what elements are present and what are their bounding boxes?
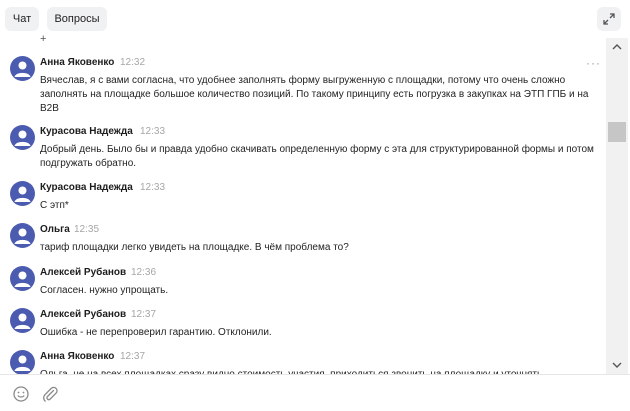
message-text: Согласен. нужно упрощать. [40,285,169,296]
scroll-up-button[interactable] [606,38,628,56]
user-avatar-icon [10,308,35,333]
avatar [10,266,35,291]
avatar [10,181,35,206]
user-avatar-icon [10,125,35,150]
attach-button[interactable] [41,385,59,403]
message-author: Ольга [40,224,70,235]
message-author: Курасова Надежда [40,126,133,137]
avatar [10,308,35,333]
message-time: 12:33 [140,126,166,137]
expand-button[interactable] [597,7,621,31]
message-time: 12:36 [131,267,157,278]
message-text: Ошибка - не перепроверил гарантию. Отклонили. [40,327,272,338]
user-avatar-icon [10,181,35,206]
avatar [10,125,35,150]
avatar [10,350,35,375]
paperclip-icon [41,385,59,403]
more-dots-icon[interactable]: ··· [586,56,601,70]
message-author: Анна Яковенко [40,351,115,362]
chevron-down-icon [606,356,628,374]
message-feed [0,33,606,374]
user-avatar-icon [10,223,35,248]
expand-icon [602,12,616,26]
message-time: 12:33 [140,182,166,193]
tab-questions[interactable]: Вопросы [47,7,107,31]
message-author: Анна Яковенко [40,57,115,68]
message-author: Курасова Надежда [40,182,133,193]
chat-header [0,0,630,38]
tab-chat[interactable]: Чат [5,7,39,31]
emoji-button[interactable] [12,385,30,403]
message-text: Вячеслав, я с вами согласна, что удобнее заполнять форму выгруженную с площадки, потому что очень сложно заполнять на площадке большое количество позиций. По такому принципу есть погрузка в закупках на ЭТП ГПБ и на B2B [40,75,589,114]
chevron-up-icon [606,38,628,56]
composer-bar [0,374,630,411]
message-text: Добрый день. Было бы и правда удобно скачивать определенную форму с эта для структурированной формы и потом подгружать обратно. [40,144,594,169]
message-text: тариф площадки легко увидеть на площадке. В чём проблема то? [40,242,349,253]
scroll-down-button[interactable] [606,356,628,374]
message-time: 12:37 [120,351,146,362]
user-avatar-icon [10,266,35,291]
message-author: Алексей Рубанов [40,267,127,278]
previous-message-fragment: + [40,33,47,45]
message-author: Алексей Рубанов [40,309,127,320]
user-avatar-icon [10,56,35,81]
scroll-thumb[interactable] [608,122,626,142]
feed-scrollbar[interactable] [606,38,628,374]
avatar [10,223,35,248]
avatar [10,56,35,81]
user-avatar-icon [10,350,35,375]
message-time: 12:37 [131,309,157,320]
message-time: 12:35 [74,224,100,235]
message-time: 12:32 [120,57,146,68]
message-text: С этп* [40,200,69,211]
emoji-icon [12,385,30,403]
